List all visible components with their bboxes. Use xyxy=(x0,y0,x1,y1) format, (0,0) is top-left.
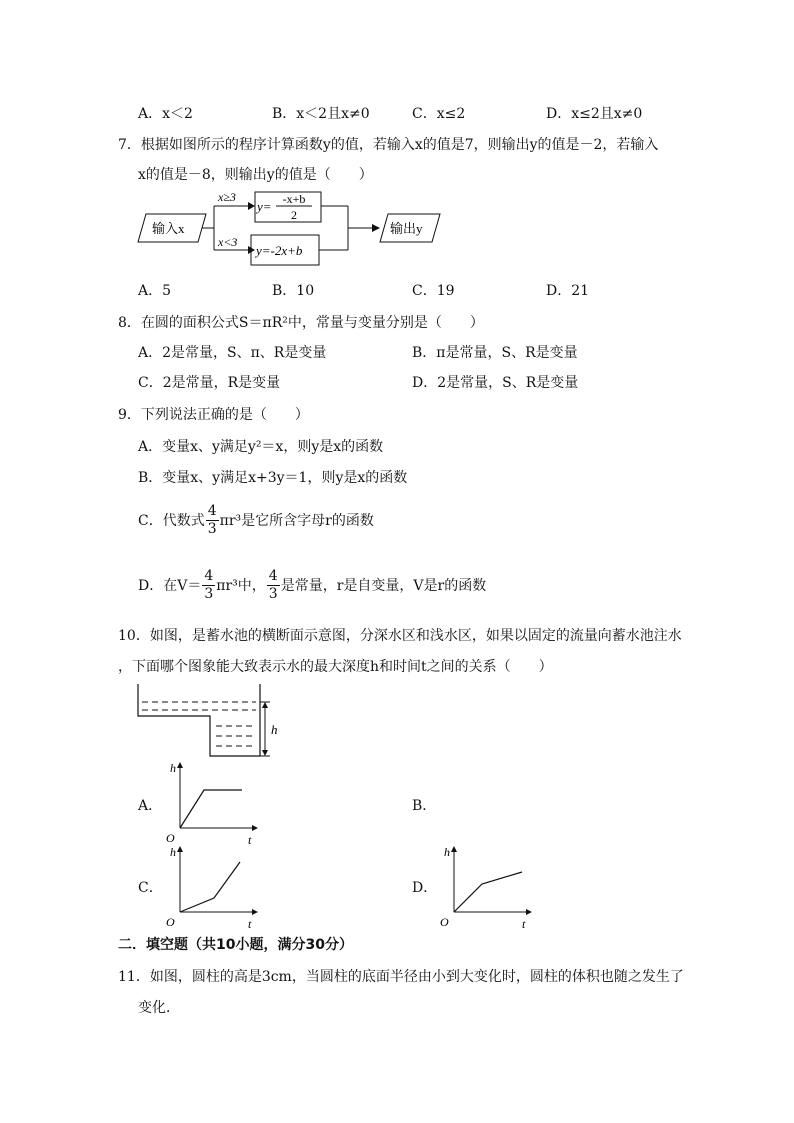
fraction-numerator: 4 xyxy=(207,503,217,520)
q11-stem-line2: 变化． xyxy=(138,1000,180,1016)
box-top-prefix: y= xyxy=(257,199,272,214)
reservoir-diagram xyxy=(134,682,284,760)
q9-option-b: B．变量x、y满足x+3y＝1，则y是x的函数 xyxy=(138,470,408,486)
fraction-numerator: 4 xyxy=(204,568,214,585)
fraction-numerator: 4 xyxy=(268,568,278,585)
q6-option-a: A．x＜2 xyxy=(138,106,193,122)
axis-h: h xyxy=(444,845,450,859)
q9-option-a: A．变量x、y满足y²＝x，则y是x的函数 xyxy=(138,439,384,455)
axis-o: O xyxy=(166,831,175,845)
q7-option-c: C．19 xyxy=(412,283,455,299)
axis-o: O xyxy=(440,915,449,929)
q10-label-b: B． xyxy=(412,798,437,814)
q10-stem-line2: ，下面哪个图象能大致表示水的最大深度h和时间t之间的关系（ ） xyxy=(118,659,553,675)
q6-option-d: D．x≤2且x≠0 xyxy=(546,106,643,122)
q9-option-d-prefix: D．在V＝ xyxy=(138,578,202,594)
cond-bottom: x<3 xyxy=(218,235,238,249)
q10-label-a: A． xyxy=(138,798,163,814)
q10-label-c: C． xyxy=(138,880,163,896)
q8-option-b: B．π是常量，S、R是变量 xyxy=(412,345,578,361)
output-label: 输出y xyxy=(390,221,423,236)
q9-option-d-mid: πr³中， xyxy=(216,578,266,594)
q9-option-d xyxy=(138,562,486,608)
q7-flowchart xyxy=(134,188,454,274)
q10-stem-line1: 10．如图，是蓄水池的横断面示意图，分深水区和浅水区，如果以固定的流量向蓄水池注水 xyxy=(118,628,682,644)
q7-stem-line1: 7．根据如图所示的程序计算函数y的值，若输入x的值是7，则输出y的值是－2，若输入 xyxy=(118,137,659,153)
section-title: 二．填空题（共10小题，满分30分） xyxy=(118,937,353,953)
q6-option-c: C．x≤2 xyxy=(412,106,466,122)
q8-option-c: C．2是常量，R是变量 xyxy=(138,375,281,391)
q7-option-d: D．21 xyxy=(546,283,590,299)
axis-t: t xyxy=(248,917,252,931)
axis-h: h xyxy=(170,761,176,775)
q8-option-d: D．2是常量，S、R是变量 xyxy=(412,375,579,391)
fraction-four-thirds xyxy=(202,568,215,601)
q8-option-a: A．2是常量，S、π、R是变量 xyxy=(138,345,327,361)
q6-option-b: B．x＜2且x≠0 xyxy=(272,106,370,122)
depth-label: h xyxy=(271,722,278,737)
q11-stem-line1: 11．如图，圆柱的高是3cm，当圆柱的底面半径由小到大变化时，圆柱的体积也随之发生了 xyxy=(118,969,684,985)
graph-c xyxy=(160,842,260,932)
q8-stem: 8．在圆的面积公式S＝πR²中，常量与变量分别是（ ） xyxy=(118,315,484,331)
box-top-den: 2 xyxy=(291,208,297,222)
q9-stem: 9．下列说法正确的是（ ） xyxy=(118,407,309,423)
q7-option-a: A．5 xyxy=(138,283,172,299)
box-bottom-label: y=-2x+b xyxy=(256,243,303,258)
q9-option-d-suffix: 是常量，r是自变量，V是r的函数 xyxy=(280,578,487,594)
graph-d xyxy=(434,842,534,932)
input-label: 输入x xyxy=(152,221,185,236)
q9-option-c xyxy=(138,497,374,543)
fraction-denominator: 3 xyxy=(207,520,217,537)
axis-o: O xyxy=(166,915,175,929)
axis-t: t xyxy=(248,833,252,847)
box-top-num: -x+b xyxy=(282,192,306,206)
cond-top: x≥3 xyxy=(218,190,236,204)
axis-t: t xyxy=(522,917,526,931)
q9-option-c-prefix: C．代数式 xyxy=(138,513,205,529)
graph-a xyxy=(160,758,260,848)
fraction-four-thirds xyxy=(267,568,280,601)
axis-h: h xyxy=(170,845,176,859)
fraction-four-thirds xyxy=(206,503,219,536)
q7-option-b: B．10 xyxy=(272,283,315,299)
q9-option-c-suffix: πr³是它所含字母r的函数 xyxy=(219,513,374,529)
q10-label-d: D． xyxy=(412,880,438,896)
q7-stem-line2: x的值是－8，则输出y的值是（ ） xyxy=(138,167,373,183)
fraction-denominator: 3 xyxy=(268,585,278,602)
fraction-denominator: 3 xyxy=(204,585,214,602)
